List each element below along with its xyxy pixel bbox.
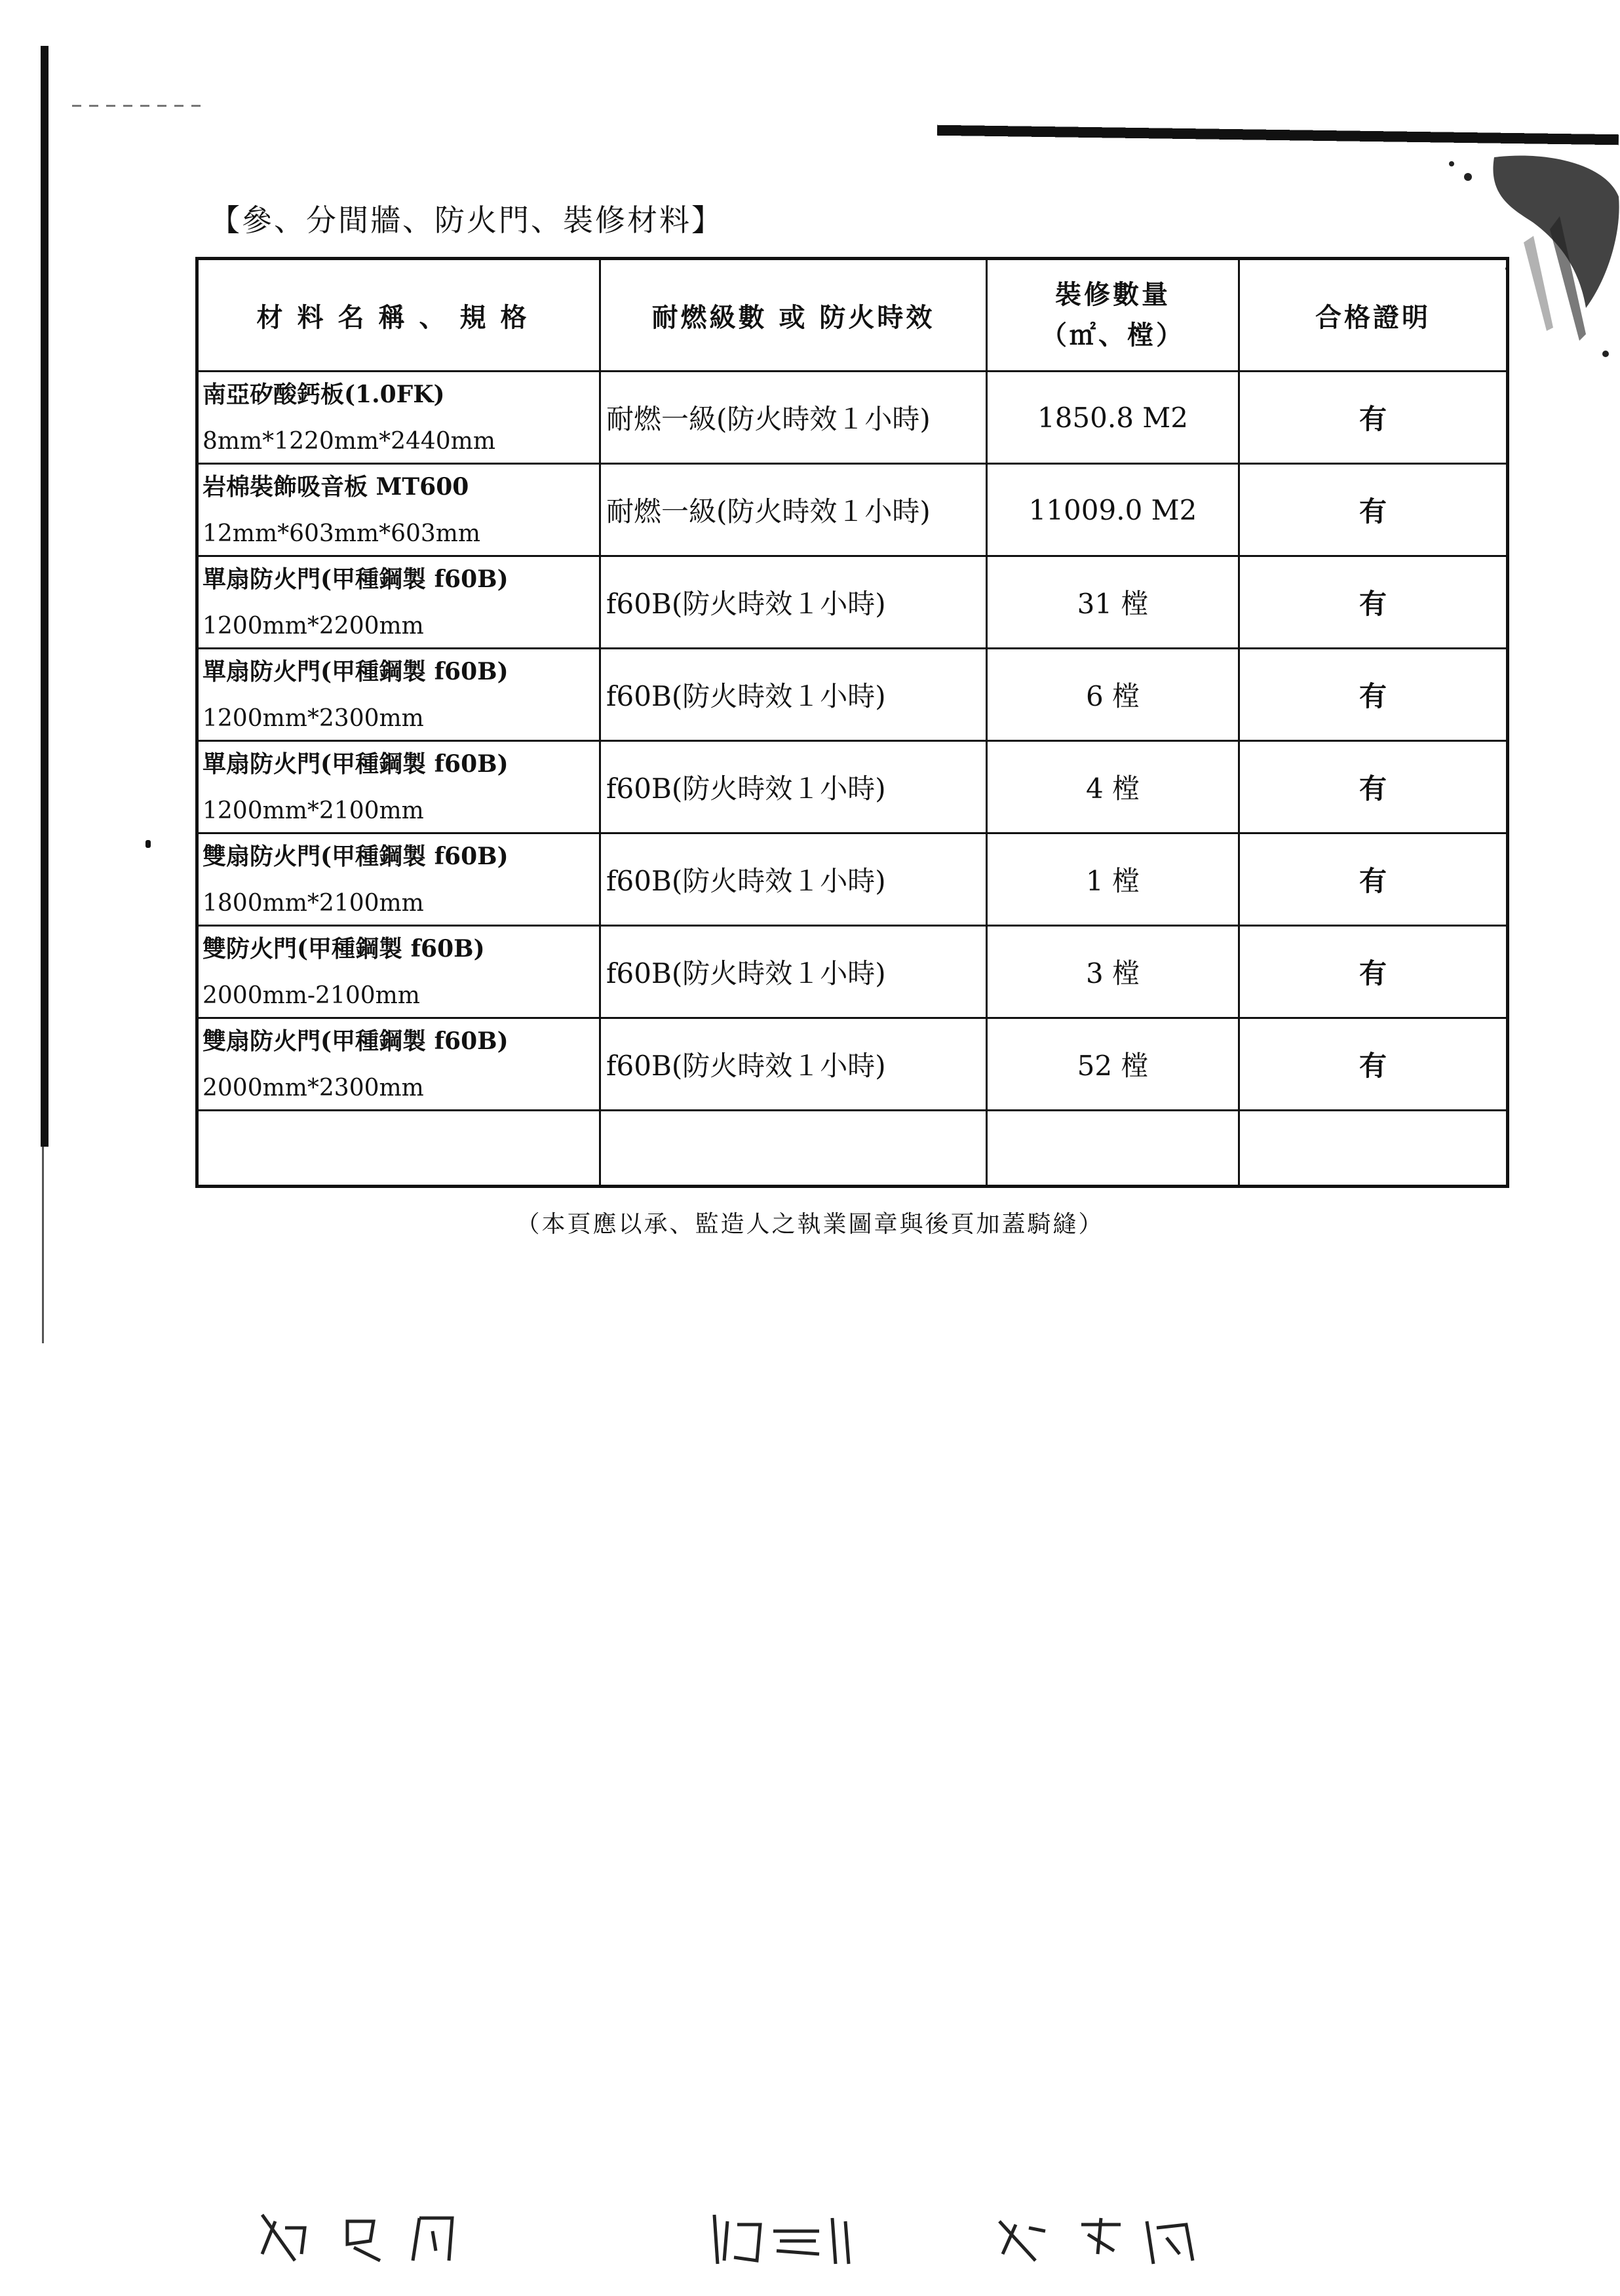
fire-rating: f60B(防火時效１小時) bbox=[600, 1018, 987, 1111]
material-spec: 8mm*1220mm*2440mm bbox=[202, 428, 495, 455]
material-cell bbox=[197, 556, 600, 649]
scan-speck bbox=[145, 840, 151, 848]
header-quantity-unit: （㎡、樘） bbox=[1041, 320, 1185, 351]
fire-rating: f60B(防火時效１小時) bbox=[600, 741, 987, 833]
seal-stamp-right bbox=[990, 2208, 1206, 2267]
material-spec: 1200mm*2100mm bbox=[202, 797, 424, 824]
material-name: 單扇防火門(甲種鋼製 f60B) bbox=[202, 658, 509, 685]
material-cell bbox=[197, 741, 600, 833]
material-name: 雙扇防火門(甲種鋼製 f60B) bbox=[202, 1027, 509, 1055]
quantity: 31 樘 bbox=[987, 556, 1239, 649]
empty-cell bbox=[987, 1111, 1239, 1187]
materials-table bbox=[195, 257, 1509, 1188]
scan-margin-line bbox=[42, 1147, 44, 1343]
fire-rating: f60B(防火時效１小時) bbox=[600, 926, 987, 1018]
table-header-row bbox=[197, 259, 1508, 372]
footnote: （本頁應以承、監造人之執業圖章與後頁加蓋騎縫） bbox=[516, 1211, 1104, 1238]
header-quantity bbox=[987, 259, 1239, 372]
header-quantity-label: 裝修數量 bbox=[1055, 279, 1170, 310]
table-row bbox=[197, 649, 1508, 741]
certificate: 有 bbox=[1239, 649, 1508, 741]
empty-cell bbox=[1239, 1111, 1508, 1187]
header-certificate: 合格證明 bbox=[1239, 259, 1508, 372]
certificate: 有 bbox=[1239, 741, 1508, 833]
header-material-name bbox=[197, 259, 600, 372]
scan-top-dash bbox=[72, 105, 203, 107]
fire-rating: f60B(防火時效１小時) bbox=[600, 556, 987, 649]
header-fire-rating: 耐燃級數 或 防火時效 bbox=[600, 259, 987, 372]
fire-rating: f60B(防火時效１小時) bbox=[600, 833, 987, 926]
table-row bbox=[197, 741, 1508, 833]
fire-rating: 耐燃一級(防火時效１小時) bbox=[600, 372, 987, 464]
material-cell bbox=[197, 464, 600, 556]
table-row bbox=[197, 1018, 1508, 1111]
quantity: 1850.8 M2 bbox=[987, 372, 1239, 464]
material-spec: 12mm*603mm*603mm bbox=[202, 520, 481, 547]
fire-rating: f60B(防火時效１小時) bbox=[600, 649, 987, 741]
material-name: 雙扇防火門(甲種鋼製 f60B) bbox=[202, 843, 509, 870]
certificate: 有 bbox=[1239, 372, 1508, 464]
scan-margin-bar bbox=[41, 46, 48, 1147]
material-spec: 2000mm*2300mm bbox=[202, 1075, 424, 1101]
material-name: 岩棉裝飾吸音板 MT600 bbox=[202, 473, 469, 501]
material-name: 單扇防火門(甲種鋼製 f60B) bbox=[202, 750, 509, 778]
table-row bbox=[197, 556, 1508, 649]
quantity: 3 樘 bbox=[987, 926, 1239, 1018]
material-cell bbox=[197, 833, 600, 926]
material-name: 雙防火門(甲種鋼製 f60B) bbox=[202, 935, 485, 963]
certificate: 有 bbox=[1239, 833, 1508, 926]
quantity: 11009.0 M2 bbox=[987, 464, 1239, 556]
table-row bbox=[197, 926, 1508, 1018]
table-row-empty bbox=[197, 1111, 1508, 1187]
material-spec: 2000mm-2100mm bbox=[202, 982, 420, 1009]
material-cell bbox=[197, 926, 600, 1018]
seal-stamp-left bbox=[249, 2208, 498, 2267]
material-spec: 1800mm*2100mm bbox=[202, 890, 424, 917]
empty-cell bbox=[600, 1111, 987, 1187]
quantity: 52 樘 bbox=[987, 1018, 1239, 1111]
material-cell bbox=[197, 1018, 600, 1111]
seal-stamp-center bbox=[708, 2208, 865, 2267]
table-row bbox=[197, 372, 1508, 464]
certificate: 有 bbox=[1239, 926, 1508, 1018]
empty-cell bbox=[197, 1111, 600, 1187]
quantity: 6 樘 bbox=[987, 649, 1239, 741]
header-material-name-label: 材料名稱、規格 bbox=[256, 301, 541, 333]
certificate: 有 bbox=[1239, 464, 1508, 556]
certificate: 有 bbox=[1239, 1018, 1508, 1111]
material-spec: 1200mm*2300mm bbox=[202, 705, 424, 732]
quantity: 4 樘 bbox=[987, 741, 1239, 833]
table-row bbox=[197, 464, 1508, 556]
section-title: 【參、分間牆、防火門、裝修材料】 bbox=[210, 202, 723, 238]
table-row bbox=[197, 833, 1508, 926]
certificate: 有 bbox=[1239, 556, 1508, 649]
material-spec: 1200mm*2200mm bbox=[202, 613, 424, 640]
material-cell bbox=[197, 649, 600, 741]
fire-rating: 耐燃一級(防火時效１小時) bbox=[600, 464, 987, 556]
material-name: 單扇防火門(甲種鋼製 f60B) bbox=[202, 565, 509, 593]
material-name: 南亞矽酸鈣板(1.0FK) bbox=[202, 381, 445, 408]
quantity: 1 樘 bbox=[987, 833, 1239, 926]
material-cell bbox=[197, 372, 600, 464]
